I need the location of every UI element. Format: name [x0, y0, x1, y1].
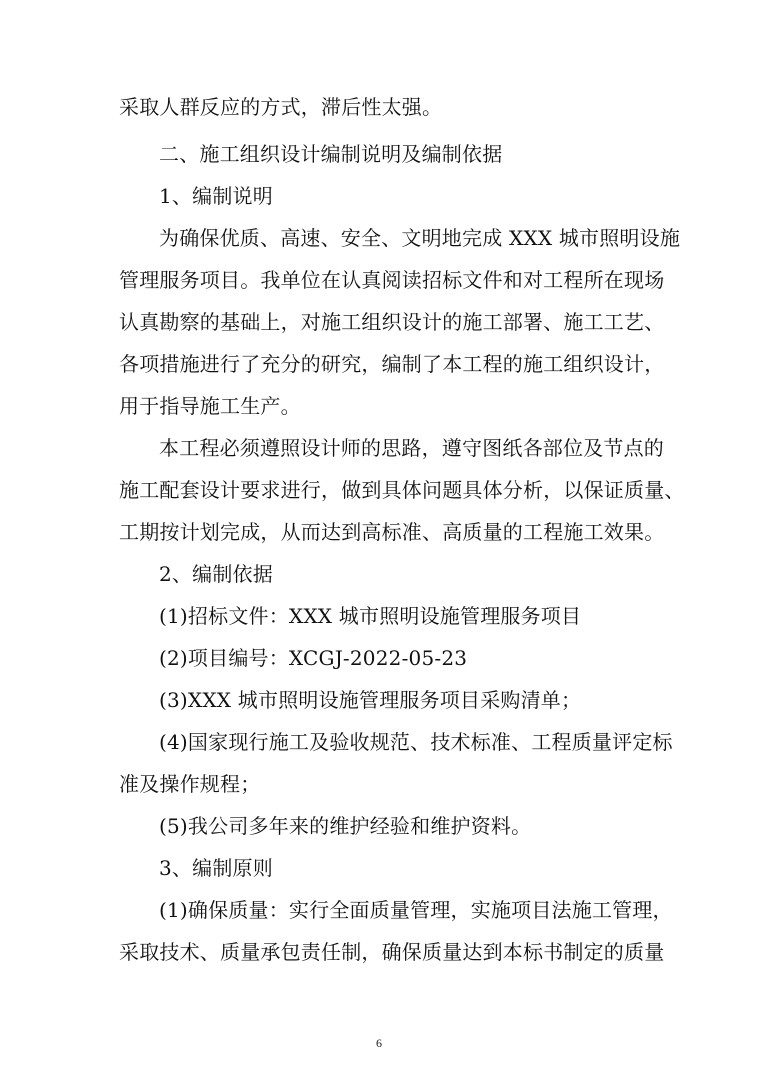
body-text-line: 施工配套设计要求进行，做到具体问题具体分析，以保证质量、 — [119, 478, 685, 502]
list-item: (3)XXX 城市照明设施管理服务项目采购清单； — [159, 688, 582, 712]
paragraph-first-line: 为确保优质、高速、安全、文明地完成 XXX 城市照明设施 — [159, 226, 681, 250]
section-heading: 二、施工组织设计编制说明及编制依据 — [159, 142, 503, 166]
body-text-line: 采取人群反应的方式，滞后性太强。 — [119, 95, 443, 119]
list-item: (4)国家现行施工及验收规范、技术标准、工程质量评定标 — [159, 730, 673, 754]
list-item: (5)我公司多年来的维护经验和维护资料。 — [159, 814, 532, 838]
subsection-heading: 3、编制原则 — [159, 856, 273, 880]
body-text-line: 认真勘察的基础上，对施工组织设计的施工部署、施工工艺、 — [119, 310, 665, 334]
subsection-heading: 2、编制依据 — [159, 562, 273, 586]
list-item: (1)招标文件：XXX 城市照明设施管理服务项目 — [159, 604, 582, 628]
body-text-line: 各项措施进行了充分的研究，编制了本工程的施工组织设计， — [119, 352, 665, 376]
list-item: (2)项目编号：XCGJ-2022-05-23 — [159, 646, 468, 670]
subsection-heading: 1、编制说明 — [159, 184, 273, 208]
page-number: 6 — [376, 1036, 382, 1050]
body-text-line: 管理服务项目。我单位在认真阅读招标文件和对工程所在现场 — [119, 268, 665, 292]
list-item-continuation: 准及操作规程； — [119, 772, 261, 796]
list-item: (1)确保质量：实行全面质量管理，实施项目法施工管理， — [159, 898, 673, 922]
paragraph-first-line: 本工程必须遵照设计师的思路，遵守图纸各部位及节点的 — [159, 436, 664, 460]
list-item-continuation: 采取技术、质量承包责任制，确保质量达到本标书制定的质量 — [119, 940, 665, 964]
body-text-line: 工期按计划完成，从而达到高标准、高质量的工程施工效果。 — [119, 520, 665, 544]
body-text-line: 用于指导施工生产。 — [119, 394, 301, 418]
